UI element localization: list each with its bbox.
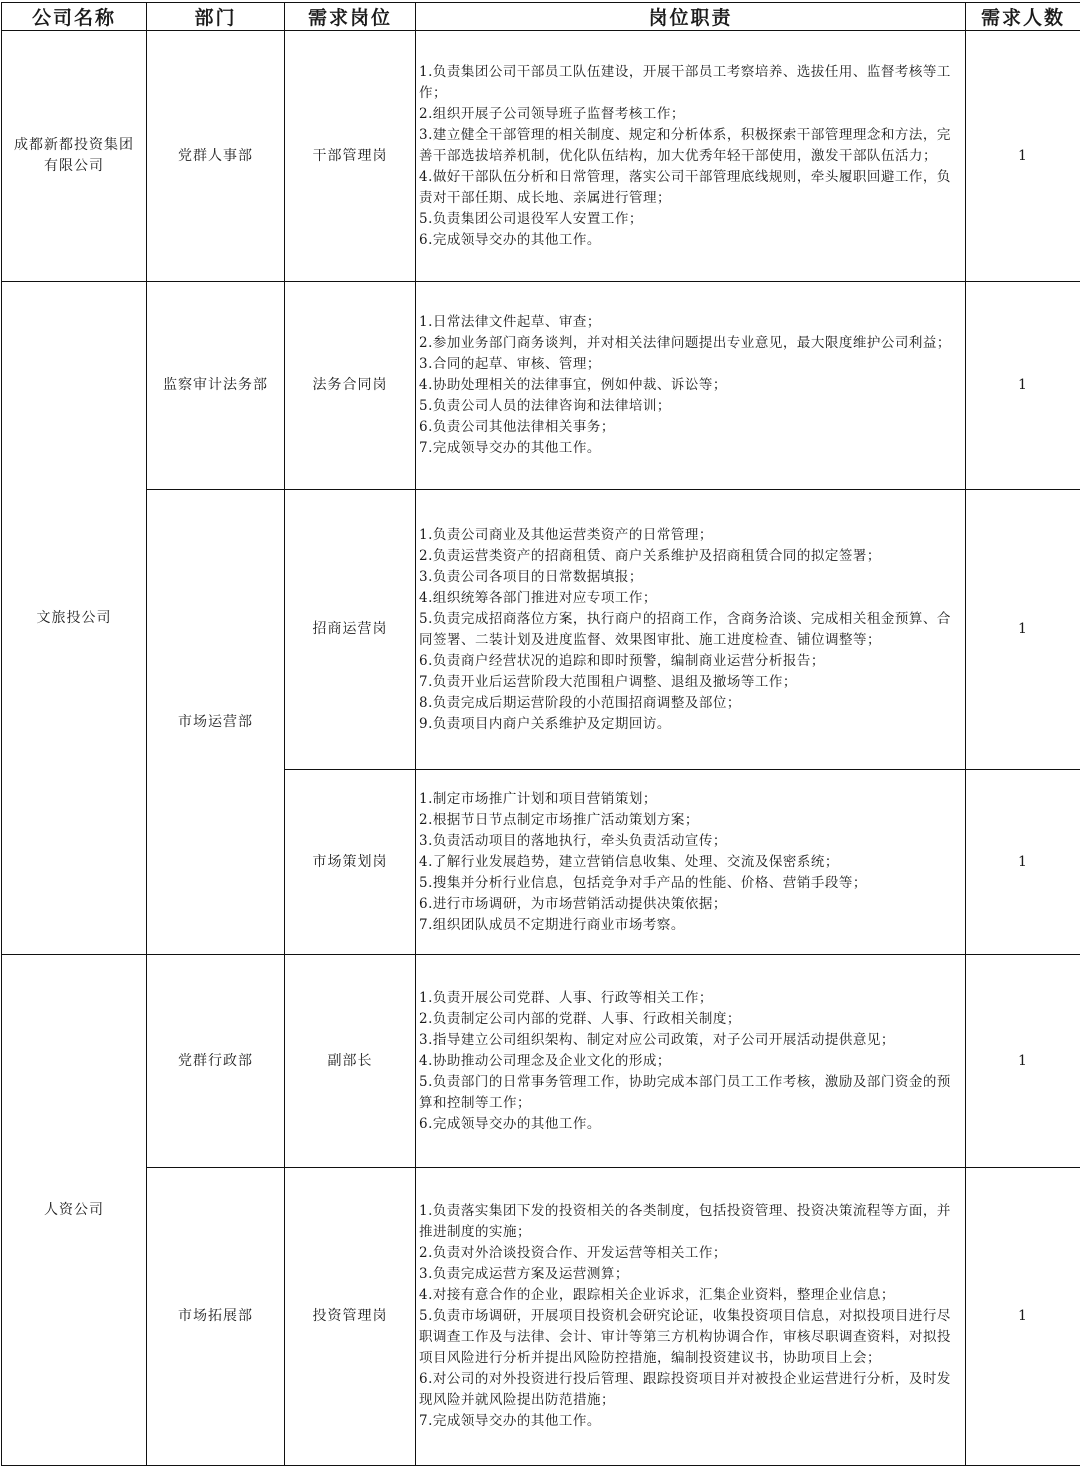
duty-item: 2.负责制定公司内部的党群、人事、行政相关制度； bbox=[419, 1009, 959, 1030]
duty-item: 2.参加业务部门商务谈判，并对相关法律问题提出专业意见，最大限度维护公司利益； bbox=[419, 333, 959, 354]
duty-item: 5.负责完成招商落位方案，执行商户的招商工作，含商务洽谈、完成相关租金预算、合同签署、二装计划及进度监督、效果图审批、施工进度检查、铺位调整等； bbox=[419, 609, 959, 651]
duties-cell bbox=[416, 955, 966, 1168]
department-cell: 党群行政部 bbox=[147, 955, 285, 1168]
duty-item: 6.负责公司其他法律相关事务； bbox=[419, 417, 959, 438]
duty-item: 1.负责公司商业及其他运营类资产的日常管理； bbox=[419, 525, 959, 546]
duty-item: 2.根据节日节点制定市场推广活动策划方案； bbox=[419, 810, 959, 831]
job-requirements-table bbox=[1, 2, 1080, 1466]
duty-item: 3.负责完成运营方案及运营测算； bbox=[419, 1264, 959, 1285]
duty-item: 5.负责集团公司退役军人安置工作； bbox=[419, 209, 959, 230]
duty-item: 5.搜集并分析行业信息，包括竞争对手产品的性能、价格、营销手段等； bbox=[419, 873, 959, 894]
duty-item: 1.制定市场推广计划和项目营销策划； bbox=[419, 789, 959, 810]
duties-cell bbox=[416, 31, 966, 282]
duty-item: 4.协助处理相关的法律事宜，例如仲裁、诉讼等； bbox=[419, 375, 959, 396]
company-cell: 成都新都投资集团有限公司 bbox=[2, 31, 147, 282]
duty-item: 7.负责开业后运营阶段大范围租户调整、退组及撤场等工作； bbox=[419, 672, 959, 693]
position-cell: 法务合同岗 bbox=[285, 282, 416, 490]
count-cell: 1 bbox=[966, 31, 1080, 282]
duty-item: 1.负责开展公司党群、人事、行政等相关工作； bbox=[419, 988, 959, 1009]
duty-item: 2.负责对外洽谈投资合作、开发运营等相关工作； bbox=[419, 1243, 959, 1264]
duty-item: 3.负责活动项目的落地执行，牵头负责活动宣传； bbox=[419, 831, 959, 852]
company-cell: 文旅投公司 bbox=[2, 282, 147, 955]
table-row bbox=[2, 490, 1080, 770]
duty-item: 1.负责落实集团下发的投资相关的各类制度，包括投资管理、投资决策流程等方面，并推进制度的实施； bbox=[419, 1201, 959, 1243]
position-cell: 市场策划岗 bbox=[285, 770, 416, 955]
duties-cell bbox=[416, 1168, 966, 1466]
duty-item: 6.对公司的对外投资进行投后管理、跟踪投资项目并对被投企业运营进行分析，及时发现风险并就风险提出防范措施； bbox=[419, 1369, 959, 1411]
duty-item: 4.协助推动公司理念及企业文化的形成； bbox=[419, 1051, 959, 1072]
company-cell: 人资公司 bbox=[2, 955, 147, 1466]
count-cell: 1 bbox=[966, 955, 1080, 1168]
table-row bbox=[2, 282, 1080, 490]
position-cell: 招商运营岗 bbox=[285, 490, 416, 770]
duty-item: 3.指导建立公司组织架构、制定对应公司政策，对子公司开展活动提供意见； bbox=[419, 1030, 959, 1051]
table-row bbox=[2, 31, 1080, 282]
header-duties: 岗位职责 bbox=[416, 3, 966, 31]
count-cell: 1 bbox=[966, 770, 1080, 955]
duty-item: 7.完成领导交办的其他工作。 bbox=[419, 438, 959, 459]
position-cell: 干部管理岗 bbox=[285, 31, 416, 282]
count-cell: 1 bbox=[966, 490, 1080, 770]
header-company: 公司名称 bbox=[2, 3, 147, 31]
position-cell: 副部长 bbox=[285, 955, 416, 1168]
duties-cell bbox=[416, 490, 966, 770]
duty-item: 2.负责运营类资产的招商租赁、商户关系维护及招商租赁合同的拟定签署； bbox=[419, 546, 959, 567]
duties-cell bbox=[416, 282, 966, 490]
duty-item: 5.负责部门的日常事务管理工作，协助完成本部门员工工作考核，激励及部门资金的预算和控制等工作； bbox=[419, 1072, 959, 1114]
duty-item: 4.对接有意合作的企业，跟踪相关企业诉求，汇集企业资料，整理企业信息； bbox=[419, 1285, 959, 1306]
duty-item: 7.组织团队成员不定期进行商业市场考察。 bbox=[419, 915, 959, 936]
duty-item: 6.完成领导交办的其他工作。 bbox=[419, 1114, 959, 1135]
table-row bbox=[2, 1168, 1080, 1466]
department-cell: 市场拓展部 bbox=[147, 1168, 285, 1466]
duty-item: 5.负责公司人员的法律咨询和法律培训； bbox=[419, 396, 959, 417]
count-cell: 1 bbox=[966, 1168, 1080, 1466]
position-cell: 投资管理岗 bbox=[285, 1168, 416, 1466]
duty-item: 4.了解行业发展趋势，建立营销信息收集、处理、交流及保密系统； bbox=[419, 852, 959, 873]
duty-item: 9.负责项目内商户关系维护及定期回访。 bbox=[419, 714, 959, 735]
duty-item: 4.组织统筹各部门推进对应专项工作； bbox=[419, 588, 959, 609]
count-cell: 1 bbox=[966, 282, 1080, 490]
header-count: 需求人数 bbox=[966, 3, 1080, 31]
duty-item: 1.日常法律文件起草、审查； bbox=[419, 312, 959, 333]
duty-item: 6.完成领导交办的其他工作。 bbox=[419, 230, 959, 251]
duty-item: 6.进行市场调研，为市场营销活动提供决策依据； bbox=[419, 894, 959, 915]
duty-item: 8.负责完成后期运营阶段的小范围招商调整及部位； bbox=[419, 693, 959, 714]
department-cell: 党群人事部 bbox=[147, 31, 285, 282]
header-position: 需求岗位 bbox=[285, 3, 416, 31]
department-cell: 监察审计法务部 bbox=[147, 282, 285, 490]
duty-item: 1.负责集团公司干部员工队伍建设，开展干部员工考察培养、选拔任用、监督考核等工作； bbox=[419, 62, 959, 104]
duty-item: 3.合同的起草、审核、管理； bbox=[419, 354, 959, 375]
department-cell: 市场运营部 bbox=[147, 490, 285, 955]
duty-item: 7.完成领导交办的其他工作。 bbox=[419, 1411, 959, 1432]
header-department: 部门 bbox=[147, 3, 285, 31]
table-header-row bbox=[2, 3, 1080, 31]
duty-item: 3.建立健全干部管理的相关制度、规定和分析体系，积极探索干部管理理念和方法，完善干部选拔培养机制，优化队伍结构，加大优秀年轻干部使用，激发干部队伍活力； bbox=[419, 125, 959, 167]
table-row bbox=[2, 955, 1080, 1168]
duties-cell bbox=[416, 770, 966, 955]
duty-item: 4.做好干部队伍分析和日常管理，落实公司干部管理底线规则，牵头履职回避工作，负责对干部任期、成长地、亲属进行管理； bbox=[419, 167, 959, 209]
duty-item: 2.组织开展子公司领导班子监督考核工作； bbox=[419, 104, 959, 125]
duty-item: 5.负责市场调研，开展项目投资机会研究论证，收集投资项目信息，对拟投项目进行尽职调查工作及与法律、会计、审计等第三方机构协调合作，审核尽职调查资料，对拟投项目风险进行分析并提出风险防控措施，编制投资建议书，协助项目上会； bbox=[419, 1306, 959, 1369]
duty-item: 6.负责商户经营状况的追踪和即时预警，编制商业运营分析报告； bbox=[419, 651, 959, 672]
duty-item: 3.负责公司各项目的日常数据填报； bbox=[419, 567, 959, 588]
